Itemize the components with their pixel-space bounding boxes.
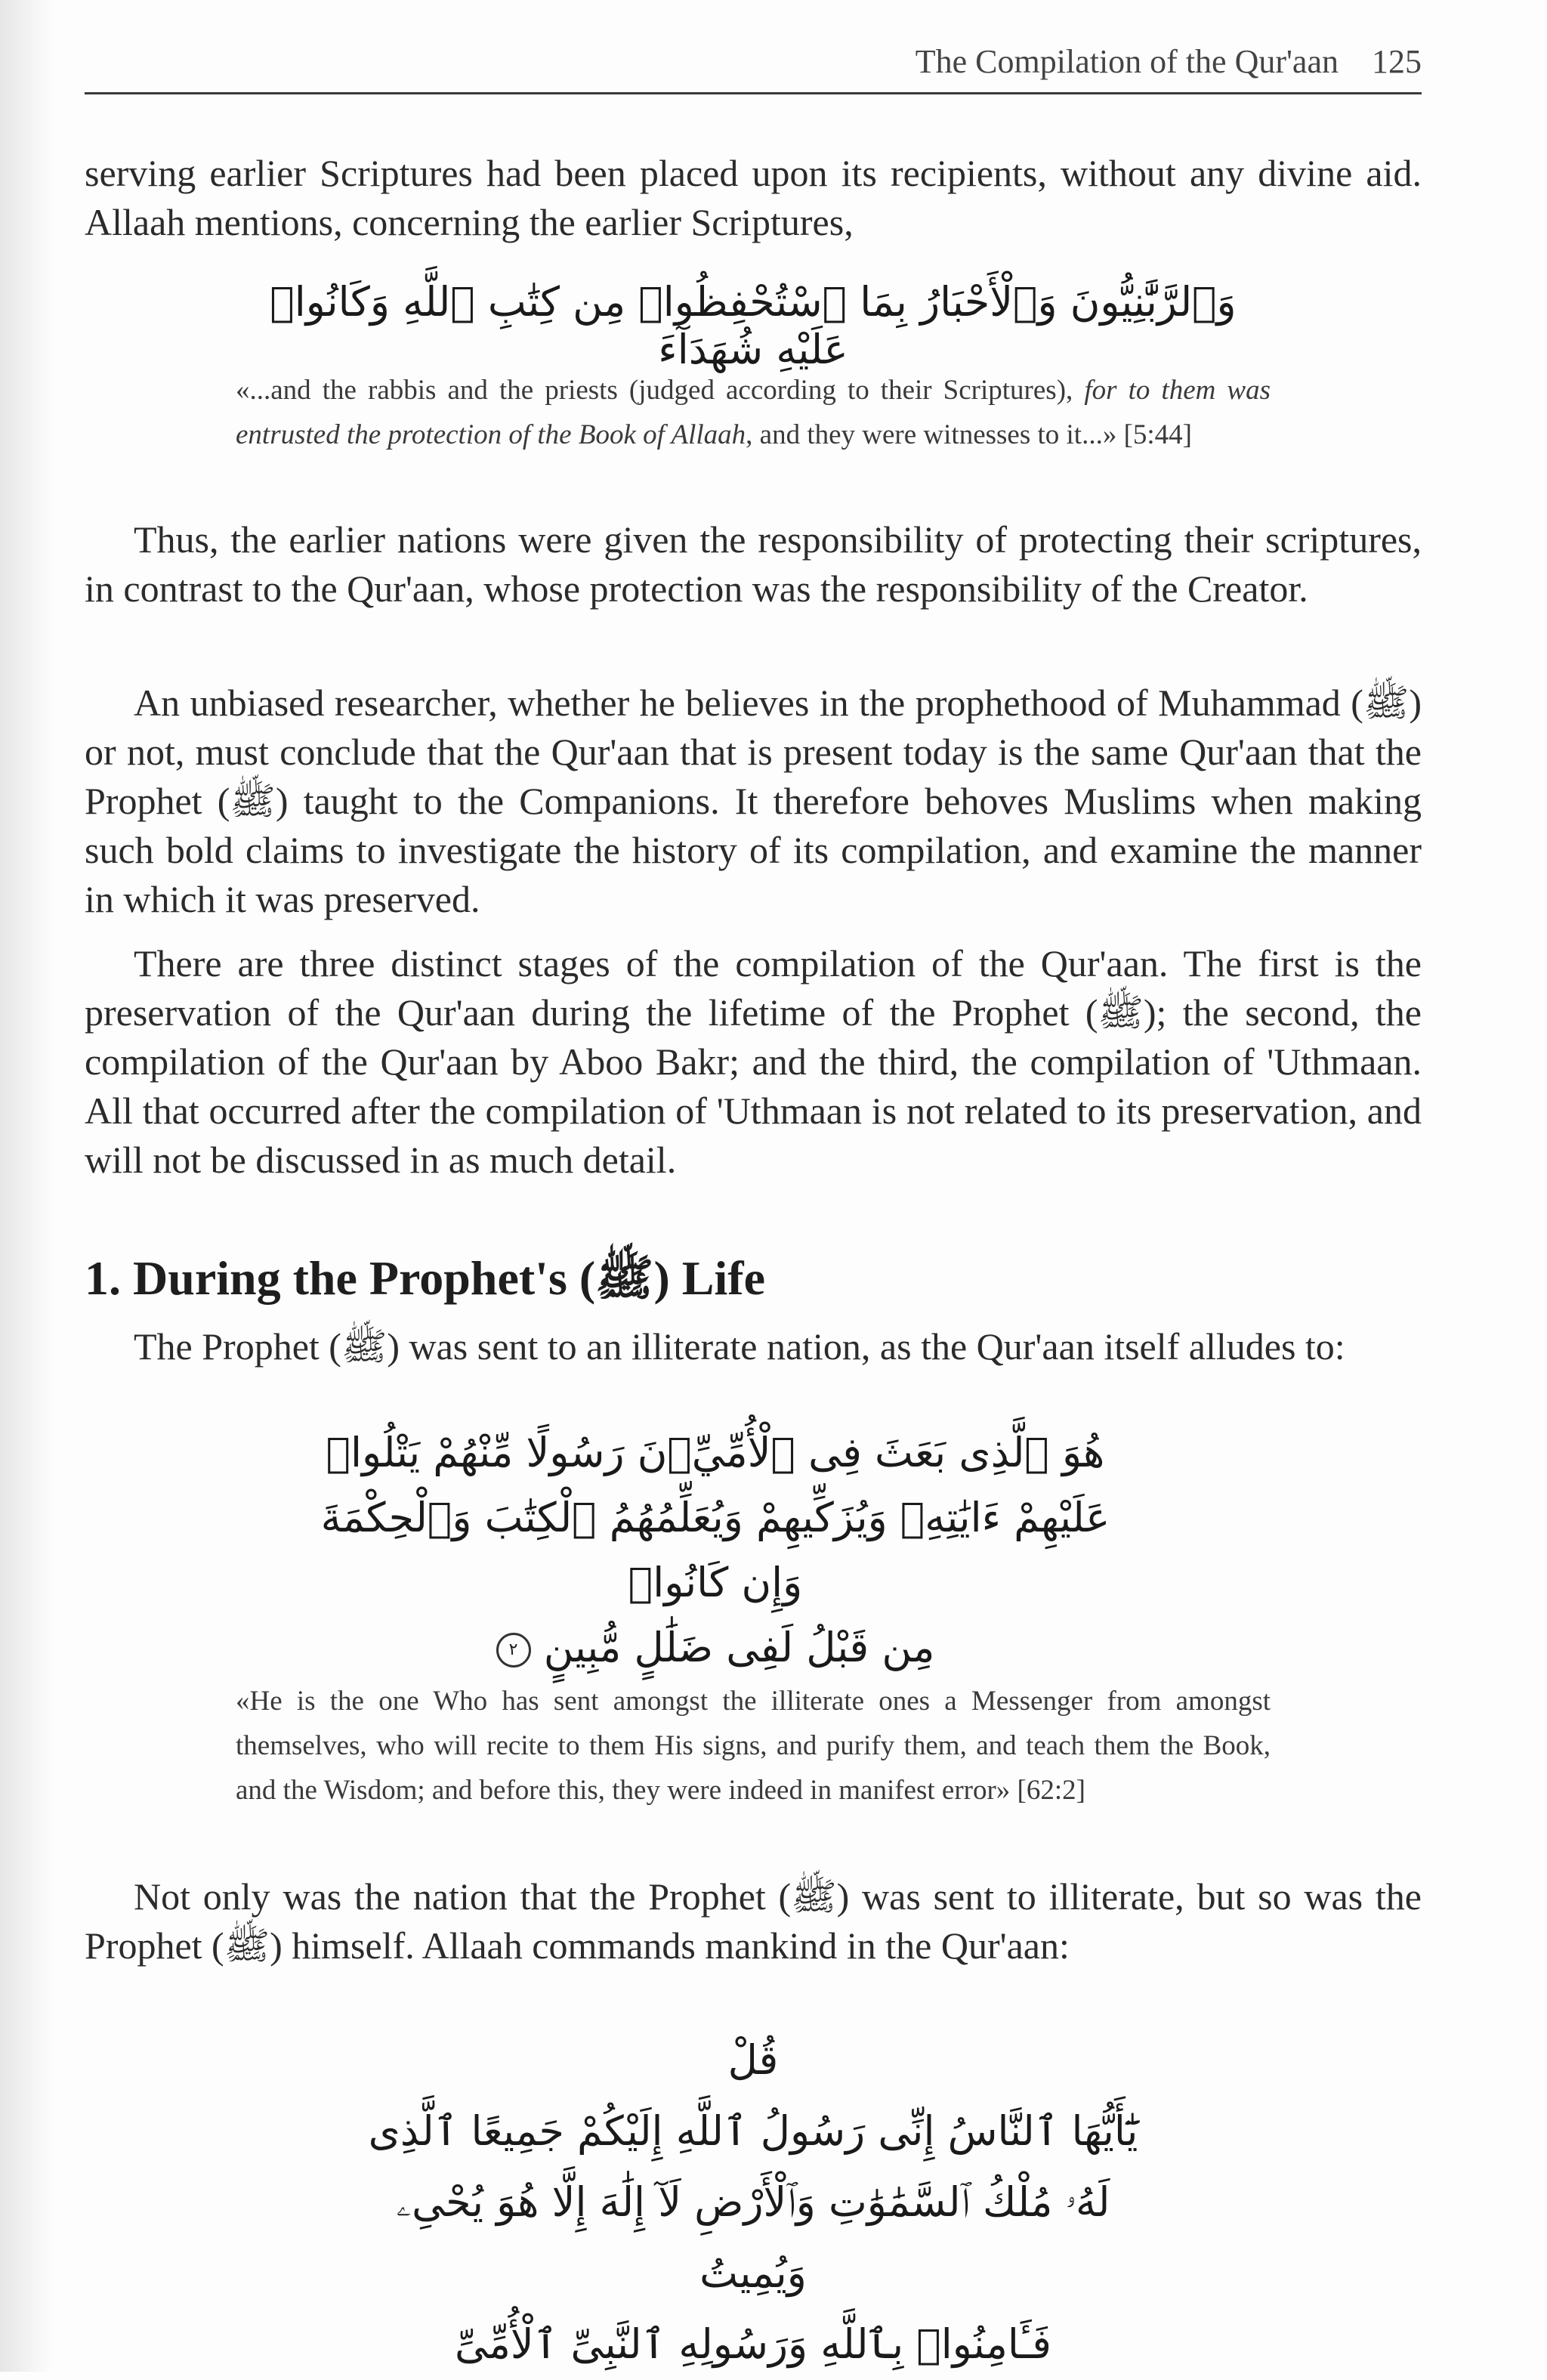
arabic-verse-62-2-line-1: هُوَ ٱلَّذِى بَعَثَ فِى ٱلْأُمِّيِّۦنَ رَسُولًا مِّنْهُمْ يَتْلُوا۟ [326, 1429, 1105, 1476]
paragraph-3: An unbiased researcher, whether he believes in the prophethood of Muhammad (ﷺ) or not, must conclude that the Qur'aan that is present today is the same Qur'aan that the Prophet (ﷺ) taught to the Companions. It therefore behoves Muslims when making such bold claims to investigate the history of its compilation, and examine the manner in which it was preserved. [85, 682, 1422, 920]
running-head [85, 42, 1422, 94]
ayah-number-mark: ٢ [496, 1633, 531, 1668]
section-heading: 1. During the Prophet's (ﷺ) Life [85, 1251, 765, 1305]
quote-5-44 [236, 368, 1271, 457]
arabic-verse-7-158 [349, 2025, 1157, 2380]
arabic-verse-7-158-line-4: فَـَٔامِنُوا۟ بِٱللَّهِ وَرَسُولِهِ ٱلنَّبِىِّ ٱلْأُمِّىِّ [455, 2320, 1051, 2368]
quote-62-2: «He is the one Who has sent amongst the illiterate ones a Messenger from amongst themselves, who will recite to them His signs, and purify them, and teach them the Book, and the Wisdom; and before this, they were indeed in manifest error» [62:2] [236, 1686, 1271, 1806]
paragraph-5: The Prophet (ﷺ) was sent to an illiterate nation, as the Qur'aan itself alludes to: [134, 1325, 1345, 1368]
paragraph-2: Thus, the earlier nations were given the responsibility of protecting their scriptures, in contrast to the Qur'aan, whose protection was the responsibility of the Creator. [85, 518, 1422, 610]
paragraph-6: Not only was the nation that the Prophet (ﷺ) was sent to illiterate, but so was the Prophet (ﷺ) himself. Allaah commands mankind in the Qur'aan: [85, 1875, 1422, 1967]
arabic-verse-62-2-line-3 [311, 1615, 1119, 1680]
arabic-verse-62-2-line-3-text: مِن قَبْلُ لَفِى ضَلَٰلٍ مُّبِينٍ [543, 1624, 935, 1671]
paragraph-1: serving earlier Scriptures had been placed upon its recipients, without any divine aid. Allaah mentions, concerning the earlier Scriptures, [85, 152, 1422, 243]
arabic-verse-5-44: وَٱلرَّبَّٰنِيُّونَ وَٱلْأَحْبَارُ بِمَا ٱسْتُحْفِظُوا۟ مِن كِتَٰبِ ٱللَّهِ وَكَانُوا۟ عَلَيْهِ شُهَدَآءَ [270, 278, 1237, 373]
quote-5-44-tail: , and they were witnesses to it...» [5:44] [746, 419, 1192, 450]
arabic-verse-7-158-line-1: قُلْ [727, 2036, 779, 2084]
quote-5-44-italic: for to them was entrusted the protection of the Book of Allaah [236, 375, 1271, 450]
arabic-verse-62-2 [311, 1420, 1119, 1680]
arabic-verse-7-158-line-3: لَهُۥ مُلْكُ ٱلسَّمَٰوَٰتِ وَٱلْأَرْضِ لَآ إِلَٰهَ إِلَّا هُوَ يُحْىِۦ وَيُمِيتُ [396, 2178, 1110, 2297]
paragraph-4: There are three distinct stages of the compilation of the Qur'aan. The first is the preservation of the Qur'aan during the lifetime of the Prophet (ﷺ); the second, the compilation of the Qur'aan by Aboo Bakr; and the third, the compilation of 'Uthmaan. All that occurred after the compilation of 'Uthmaan is not related to its preservation, and will not be discussed in as much detail. [85, 942, 1422, 1181]
arabic-verse-62-2-line-2: عَلَيْهِمْ ءَايَٰتِهِۦ وَيُزَكِّيهِمْ وَيُعَلِّمُهُمُ ٱلْكِتَٰبَ وَٱلْحِكْمَةَ وَإِن كَانُوا۟ [320, 1494, 1110, 1606]
running-head-title: The Compilation of the Qur'aan [915, 43, 1339, 80]
quote-5-44-text: «...and the rabbis and the priests (judged according to their Scriptures), [236, 375, 1085, 406]
page-number: 125 [1372, 43, 1422, 80]
arabic-verse-7-158-line-2: يَٰٓأَيُّهَا ٱلنَّاسُ إِنِّى رَسُولُ ٱللَّهِ إِلَيْكُمْ جَمِيعًا ٱلَّذِى [368, 2107, 1138, 2155]
